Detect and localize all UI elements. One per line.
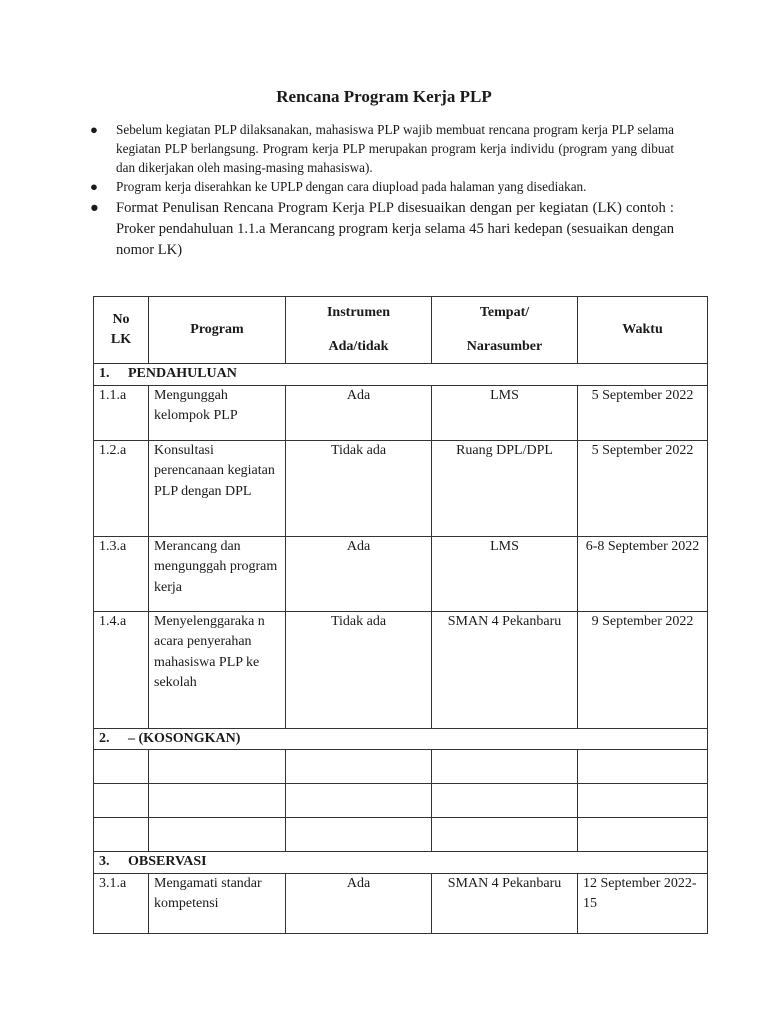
cell-instrumen: Tidak ada [286,440,432,536]
cell-waktu: 12 September 2022-15 [578,873,708,933]
cell-waktu: 9 September 2022 [578,611,708,728]
bullet-icon: ● [90,179,98,194]
cell-waktu: 5 September 2022 [578,385,708,440]
header-instrumen: Instrumen Ada/tidak [286,297,432,364]
cell-instrumen: Ada [286,536,432,611]
document-title: Rencana Program Kerja PLP [276,87,492,106]
bullet-icon: ● [90,122,98,137]
cell-program: Merancang dan mengunggah program kerja [149,536,286,611]
cell-tempat: LMS [432,385,578,440]
cell-no: 1.1.a [94,385,149,440]
bullet-text: Program kerja diserahkan ke UPLP dengan cara diupload pada halaman yang disediakan. [116,179,587,194]
cell-tempat: Ruang DPL/DPL [432,440,578,536]
section-row-pendahuluan: 1. PENDAHULUAN [94,364,708,386]
section-row-observasi: 3. OBSERVASI [94,852,708,874]
table-row [94,440,708,536]
cell-waktu: 6-8 September 2022 [578,536,708,611]
table-row [94,536,708,611]
cell-no: 1.4.a [94,611,149,728]
section-row-kosongkan: 2. – (KOSONGKAN) [94,728,708,750]
table-header-row [94,297,708,364]
cell-instrumen: Ada [286,385,432,440]
header-waktu: Waktu [578,297,708,364]
bullet-icon: ● [90,200,99,216]
cell-tempat: SMAN 4 Pekanbaru [432,611,578,728]
header-program: Program [149,297,286,364]
header-no-lk: No LK [94,297,149,364]
cell-program: Mengunggah kelompok PLP [149,385,286,440]
cell-no: 1.3.a [94,536,149,611]
cell-instrumen: Tidak ada [286,611,432,728]
bullet-text: Sebelum kegiatan PLP dilaksanakan, mahasiswa PLP wajib membuat rencana program kerja PLP selama kegiatan PLP berlangsung. Program kerja PLP merupakan program kerja individu (program yang dibuat dan dikerjakan oleh masing-masing mahasiswa). [116,122,674,175]
cell-program: Menyelenggaraka n acara penyerahan mahasiswa PLP ke sekolah [149,611,286,728]
table-row [94,611,708,728]
cell-no: 1.2.a [94,440,149,536]
list-item [90,177,674,196]
table-row [94,385,708,440]
program-table [93,296,708,934]
cell-no: 3.1.a [94,873,149,933]
empty-row [94,818,708,852]
empty-row [94,784,708,818]
cell-program: Konsultasi perencanaan kegiatan PLP dengan DPL [149,440,286,536]
cell-tempat: LMS [432,536,578,611]
cell-tempat: SMAN 4 Pekanbaru [432,873,578,933]
list-item [90,120,674,177]
header-tempat: Tempat/ Narasumber [432,297,578,364]
cell-program: Mengamati standar kompetensi [149,873,286,933]
cell-waktu: 5 September 2022 [578,440,708,536]
list-item [90,198,674,261]
cell-instrumen: Ada [286,873,432,933]
bullet-text: Format Penulisan Rencana Program Kerja PLP disesuaikan dengan per kegiatan (LK) contoh : Proker pendahuluan 1.1.a Merancang program kerja selama 45 hari kedepan (sesuaikan dengan nomor LK) [116,200,674,258]
instructions-list [90,120,674,261]
table-row [94,873,708,933]
empty-row [94,750,708,784]
